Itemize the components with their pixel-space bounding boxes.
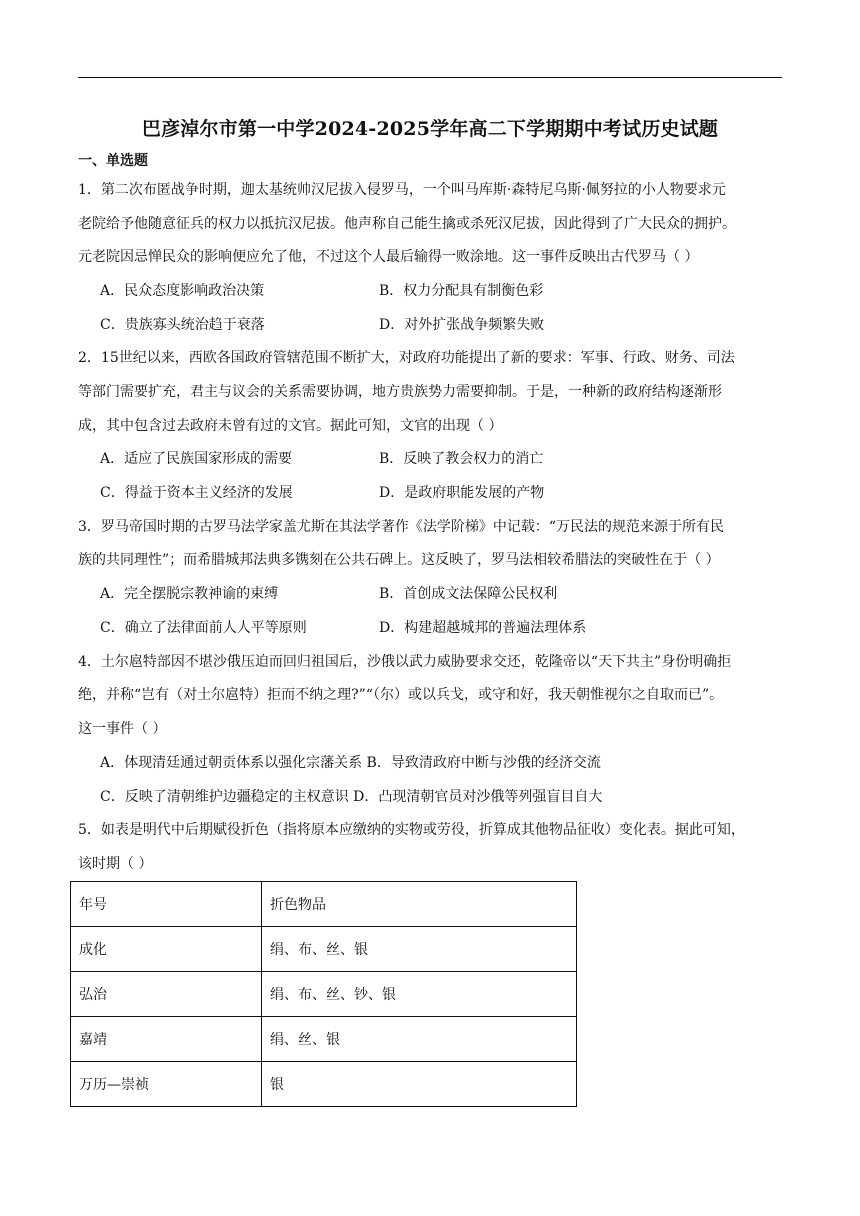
question-4-line-1: 4．土尔扈特部因不堪沙俄压迫而回归祖国后，沙俄以武力威胁要求交还，乾隆帝以“天下共主”身份明确拒 [78,654,732,670]
question-1-option-a[interactable]: A．民众态度影响政治决策 [100,283,265,299]
table-row [71,1017,577,1062]
question-1-line-2: 老院给予他随意征兵的权力以抵抗汉尼拔。他声称自己能生擒或杀死汉尼拔，因此得到了广大民众的拥护。 [78,216,736,232]
table-cell-era: 成化 [71,927,262,972]
table-header-cell: 年号 [71,882,262,927]
question-2-option-b[interactable]: B．反映了教会权力的消亡 [379,451,544,467]
question-3-option-a[interactable]: A．完全摆脱宗教神谕的束缚 [100,586,279,602]
question-3-option-c[interactable]: C．确立了法律面前人人平等原则 [100,620,307,636]
table-header-cell: 折色物品 [262,882,577,927]
table-cell-items: 绢、布、丝、银 [262,927,577,972]
question-1-line-3: 元老院因忌惮民众的影响便应允了他，不过这个人最后输得一败涂地。这一事件反映出古代罗马（ ） [78,249,699,265]
question-5-line-1: 5．如表是明代中后期赋役折色（指将原本应缴纳的实物或劳役，折算成其他物品征收）变化表。据此可知， [78,822,745,838]
section-heading: 一、单选题 [78,153,148,169]
question-3-option-b[interactable]: B．首创成文法保障公民权利 [379,586,558,602]
table-cell-items: 绢、布、丝、钞、银 [262,972,577,1017]
table-cell-items: 绢、丝、银 [262,1017,577,1062]
table-row [71,927,577,972]
table-cell-era: 弘治 [71,972,262,1017]
question-1-option-d[interactable]: D．对外扩张战争频繁失败 [379,317,545,333]
question-4-line-3: 这一事件（ ） [78,721,167,737]
header-rule [78,77,782,78]
question-3-line-1: 3．罗马帝国时期的古罗马法学家盖尤斯在其法学著作《法学阶梯》中记载：“万民法的规范来源于所有民 [78,519,725,535]
question-2-line-3: 成，其中包含过去政府未曾有过的文官。据此可知，文官的出现（ ） [78,418,503,434]
question-3-option-d[interactable]: D．构建超越城邦的普遍法理体系 [379,620,587,636]
question-5-line-2: 该时期（ ） [78,856,153,872]
question-2-line-1: 2．15世纪以来，西欧各国政府管辖范围不断扩大，对政府功能提出了新的要求：军事、行政、财务、司法 [78,350,735,366]
question-2-option-d[interactable]: D．是政府职能发展的产物 [379,485,545,501]
question-1-option-c[interactable]: C．贵族寡头统治趋于衰落 [100,317,265,333]
question-1-line-1: 1．第二次布匿战争时期，迦太基统帅汉尼拔入侵罗马，一个叫马库斯·森特尼乌斯·佩努拉的小人物要求元 [78,182,726,198]
tax-conversion-table [70,881,577,1107]
table-row [71,972,577,1017]
table-header-row [71,882,577,927]
question-2-option-c[interactable]: C．得益于资本主义经济的发展 [100,485,293,501]
question-1-option-b[interactable]: B．权力分配具有制衡色彩 [379,283,544,299]
question-2-line-2: 等部门需要扩充，君主与议会的关系需要协调，地方贵族势力需要抑制。于是，一种新的政府结构逐渐形 [78,384,722,400]
table-cell-items: 银 [262,1062,577,1107]
exam-title: 巴彦淖尔市第一中学2024-2025学年高二下学期期中考试历史试题 [141,118,719,140]
table-cell-era: 万历—崇祯 [71,1062,262,1107]
question-4-options-cd[interactable]: C．反映了清朝维护边疆稳定的主权意识 D．凸现清朝官员对沙俄等列强盲目自大 [100,789,603,805]
question-4-options-ab[interactable]: A．体现清廷通过朝贡体系以强化宗藩关系 B．导致清政府中断与沙俄的经济交流 [100,755,601,771]
question-2-option-a[interactable]: A．适应了民族国家形成的需要 [100,451,293,467]
question-4-line-2: 绝，并称“岂有（对土尔扈特）拒而不纳之理?”“（尔）或以兵戈，或守和好，我天朝惟视尔之自取而已”。 [78,687,724,703]
question-3-line-2: 族的共同理性”；而希腊城邦法典多镌刻在公共石碑上。这反映了，罗马法相较希腊法的突破性在于（ ） [78,552,720,568]
table-cell-era: 嘉靖 [71,1017,262,1062]
table-row [71,1062,577,1107]
